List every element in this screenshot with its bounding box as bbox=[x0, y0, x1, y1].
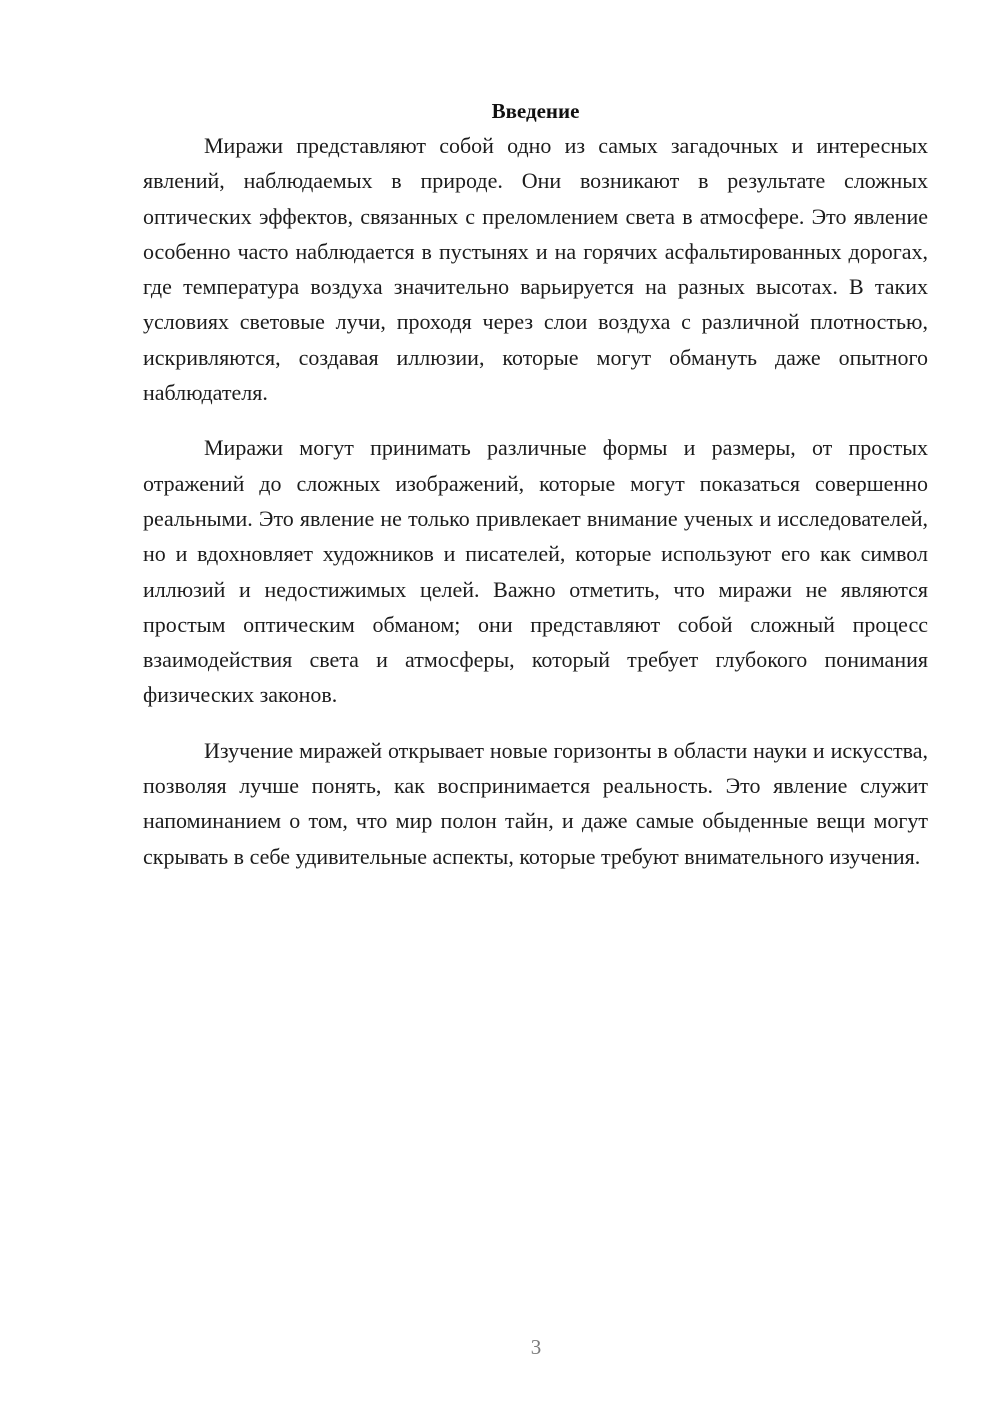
section-heading: Введение bbox=[491, 99, 580, 123]
page-number: 3 bbox=[530, 1335, 542, 1359]
page-content bbox=[143, 94, 928, 874]
paragraph-2: Миражи могут принимать различные формы и размеры, от простых отражений до сложных изображений, которые могут показаться совершенно реальными. Это явление не только привлекает внимание ученых и исследователей, но и вдохновляет художников и писателей, которые используют его как символ иллюзий и недостижимых целей. Важно отметить, что миражи не являются простым оптическим обманом; они представляют собой сложный процесс взаимодействия света и атмосферы, который требует глубокого понимания физических законов. bbox=[143, 435, 928, 708]
paragraph-1: Миражи представляют собой одно из самых загадочных и интересных явлений, наблюдаемых в природе. Они возникают в результате сложных оптических эффектов, связанных с преломлением света в атмосфере. Это явление особенно часто наблюдается в пустынях и на горячих асфальтированных дорогах, где температура воздуха значительно варьируется на разных высотах. В таких условиях световые лучи, проходя через слои воздуха с различной плотностью, искривляются, создавая иллюзии, которые могут обмануть даже опытного наблюдателя. bbox=[143, 133, 928, 406]
paragraph-3: Изучение миражей открывает новые горизонты в области науки и искусства, позволяя лучше понять, как воспринимается реальность. Это явление служит напоминанием о том, что мир полон тайн, и даже самые обыденные вещи могут скрывать в себе удивительные аспекты, которые требуют внимательного изучения. bbox=[143, 737, 928, 869]
